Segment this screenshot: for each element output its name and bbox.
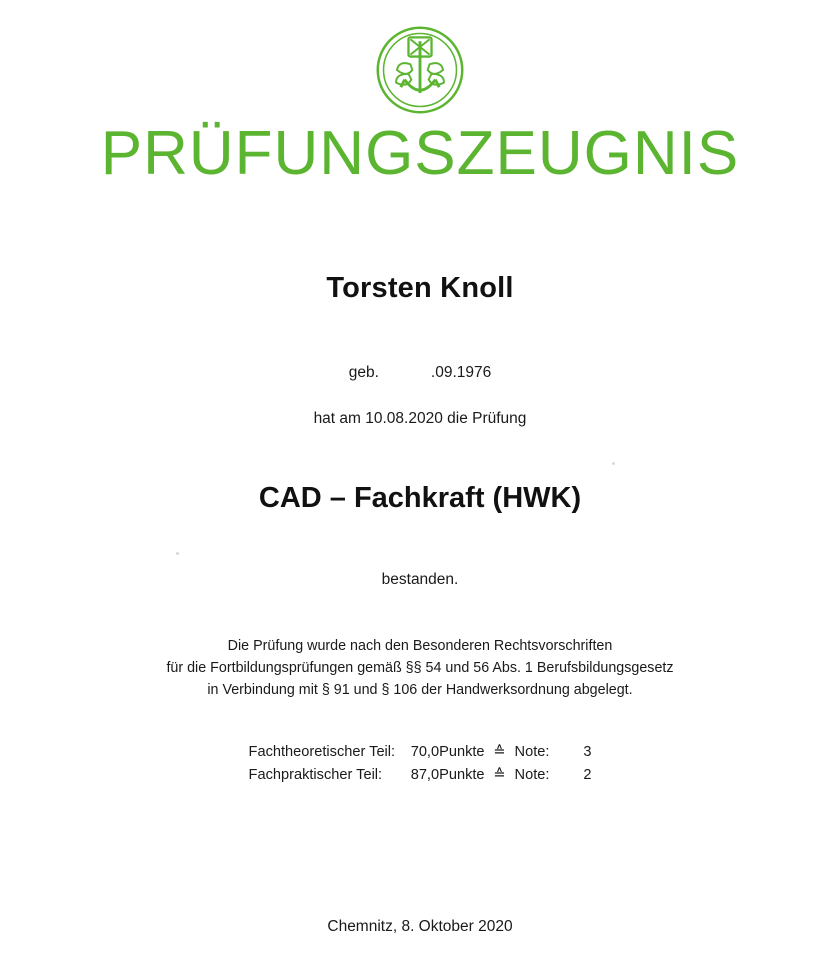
- result-word: bestanden.: [381, 571, 459, 588]
- note-label: Note:: [514, 767, 550, 783]
- scan-speck: [176, 552, 179, 555]
- legal-line-1: Die Prüfung wurde nach den Besonderen Rechtsvorschriften: [227, 638, 613, 654]
- legal-line-3: in Verbindung mit § 91 und § 106 der Handwerksordnung abgelegt.: [207, 682, 633, 698]
- scan-speck: [612, 462, 615, 465]
- note-grade: 2: [583, 767, 592, 783]
- note-label: Note:: [514, 744, 550, 760]
- equals-symbol-icon: ≙: [493, 744, 506, 760]
- result-unit: Punkte: [439, 744, 485, 760]
- results-table: [249, 743, 592, 789]
- legal-line-2: für die Fortbildungsprüfungen gemäß §§ 54 und 56 Abs. 1 Berufsbildungsgesetz: [166, 660, 674, 676]
- result-label: Fachtheoretischer Teil:: [248, 744, 396, 760]
- result-score: 70,0: [410, 744, 440, 760]
- birth-date: .09.1976: [430, 364, 492, 381]
- result-unit: Punkte: [439, 767, 485, 783]
- page-title: PRÜFUNGSZEUGNIS: [100, 119, 740, 188]
- table-row: [249, 743, 592, 766]
- legal-paragraph: [0, 635, 840, 701]
- exam-date-line: hat am 10.08.2020 die Prüfung: [313, 410, 527, 427]
- logo-container: [0, 22, 840, 118]
- birth-line: [0, 364, 840, 382]
- note-grade: 3: [583, 744, 592, 760]
- result-score: 87,0: [410, 767, 440, 783]
- table-row: [249, 766, 592, 789]
- candidate-name: Torsten Knoll: [326, 272, 514, 304]
- birth-label: geb.: [348, 364, 379, 381]
- qualification-title: CAD – Fachkraft (HWK): [258, 482, 582, 514]
- results-section: [0, 743, 840, 789]
- place-and-date: Chemnitz, 8. Oktober 2020: [327, 918, 513, 935]
- equals-symbol-icon: ≙: [493, 767, 506, 783]
- result-label: Fachpraktischer Teil:: [248, 767, 383, 783]
- hwk-handwerkskammer-emblem-icon: [372, 22, 468, 118]
